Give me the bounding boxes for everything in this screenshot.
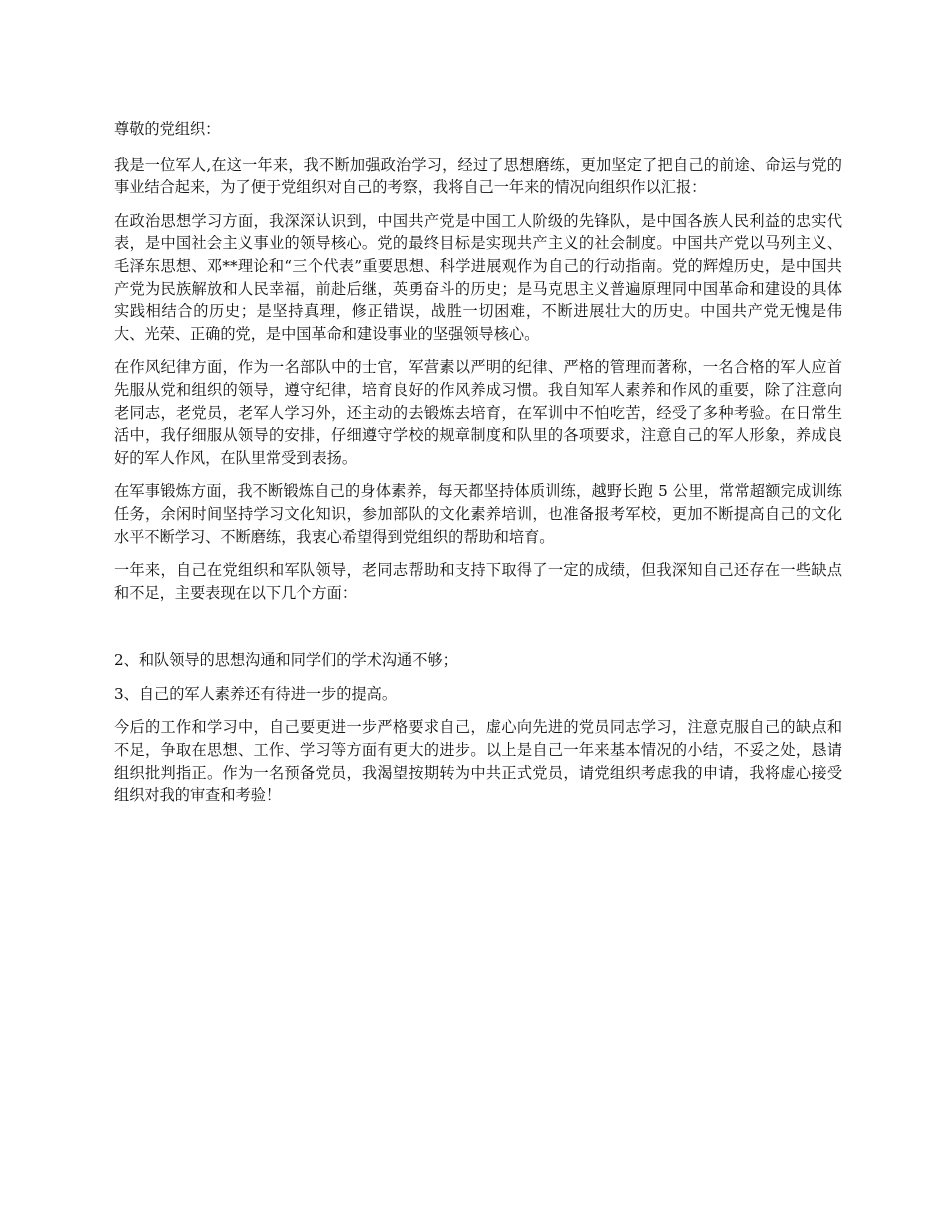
paragraph-closing: 今后的工作和学习中，自己要更进一步严格要求自己，虚心向先进的党员同志学习，注意克服自己的缺点和不足，争取在思想、工作、学习等方面有更大的进步。以上是自己一年来基本情况的小结，不妥之处，恳请组织批判指正。作为一名预备党员，我渴望按期转为中共正式党员，请党组织考虑我的申请，我将虚心接受组织对我的审查和考验！ <box>114 718 842 805</box>
salutation: 尊敬的党组织： <box>114 120 221 138</box>
paragraph-discipline: 在作风纪律方面，作为一名部队中的士官，军营素以严明的纪律、严格的管理而著称，一名合格的军人应首先服从党和组织的领导，遵守纪律，培育良好的作风养成习惯。我自知军人素养和作风的重要，除了注意向老同志，老党员，老军人学习外，还主动的去锻炼去培育，在军训中不怕吃苦，经受了多种考验。在日常生活中，我仔细服从领导的安排，仔细遵守学校的规章制度和队里的各项要求，注意自己的军人形象，养成良好的军人作风，在队里常受到表扬。 <box>114 358 842 467</box>
list-item-2: 2、和队领导的思想沟通和同学们的学术沟通不够； <box>114 651 458 670</box>
list-item-3: 3、自己的军人素养还有待进一步的提高。 <box>114 684 398 703</box>
paragraph-intro: 我是一位军人,在这一年来，我不断加强政治学习，经过了思想磨练，更加坚定了把自己的前途、命运与党的事业结合起来，为了便于党组织对自己的考察，我将自己一年来的情况向组织作以汇报： <box>114 155 842 197</box>
paragraph-military-training: 在军事锻炼方面，我不断锻炼自己的身体素养，每天都坚持体质训练，越野长跑 5 公里，常常超额完成训练任务，余闲时间坚持学习文化知识，参加部队的文化素养培训，也准备报考军校，更加不断提高自己的文化水平不断学习、不断磨练，我衷心希望得到党组织的帮助和培育。 <box>114 482 842 546</box>
paragraph-shortcomings-intro: 一年来，自己在党组织和军队领导，老同志帮助和支持下取得了一定的成绩，但我深知自己还存在一些缺点和不足，主要表现在以下几个方面： <box>114 561 842 602</box>
paragraph-political-study: 在政治思想学习方面，我深深认识到，中国共产党是中国工人阶级的先锋队，是中国各族人民利益的忠实代表，是中国社会主义事业的领导核心。党的最终目标是实现共产主义的社会制度。中国共产党以马列主义、毛泽东思想、邓**理论和“三个代表”重要思想、科学进展观作为自己的行动指南。党的辉煌历史，是中国共产党为民族解放和人民幸福，前赴后继，英勇奋斗的历史；是马克思主义普遍原理同中国革命和建设的具体实践相结合的历史；是坚持真理，修正错误，战胜一切困难，不断进展壮大的历史。中国共产党无愧是伟大、光荣、正确的党，是中国革命和建设事业的坚强领导核心。 <box>114 211 842 343</box>
document-body <box>114 118 842 818</box>
blank-gap <box>114 615 842 649</box>
